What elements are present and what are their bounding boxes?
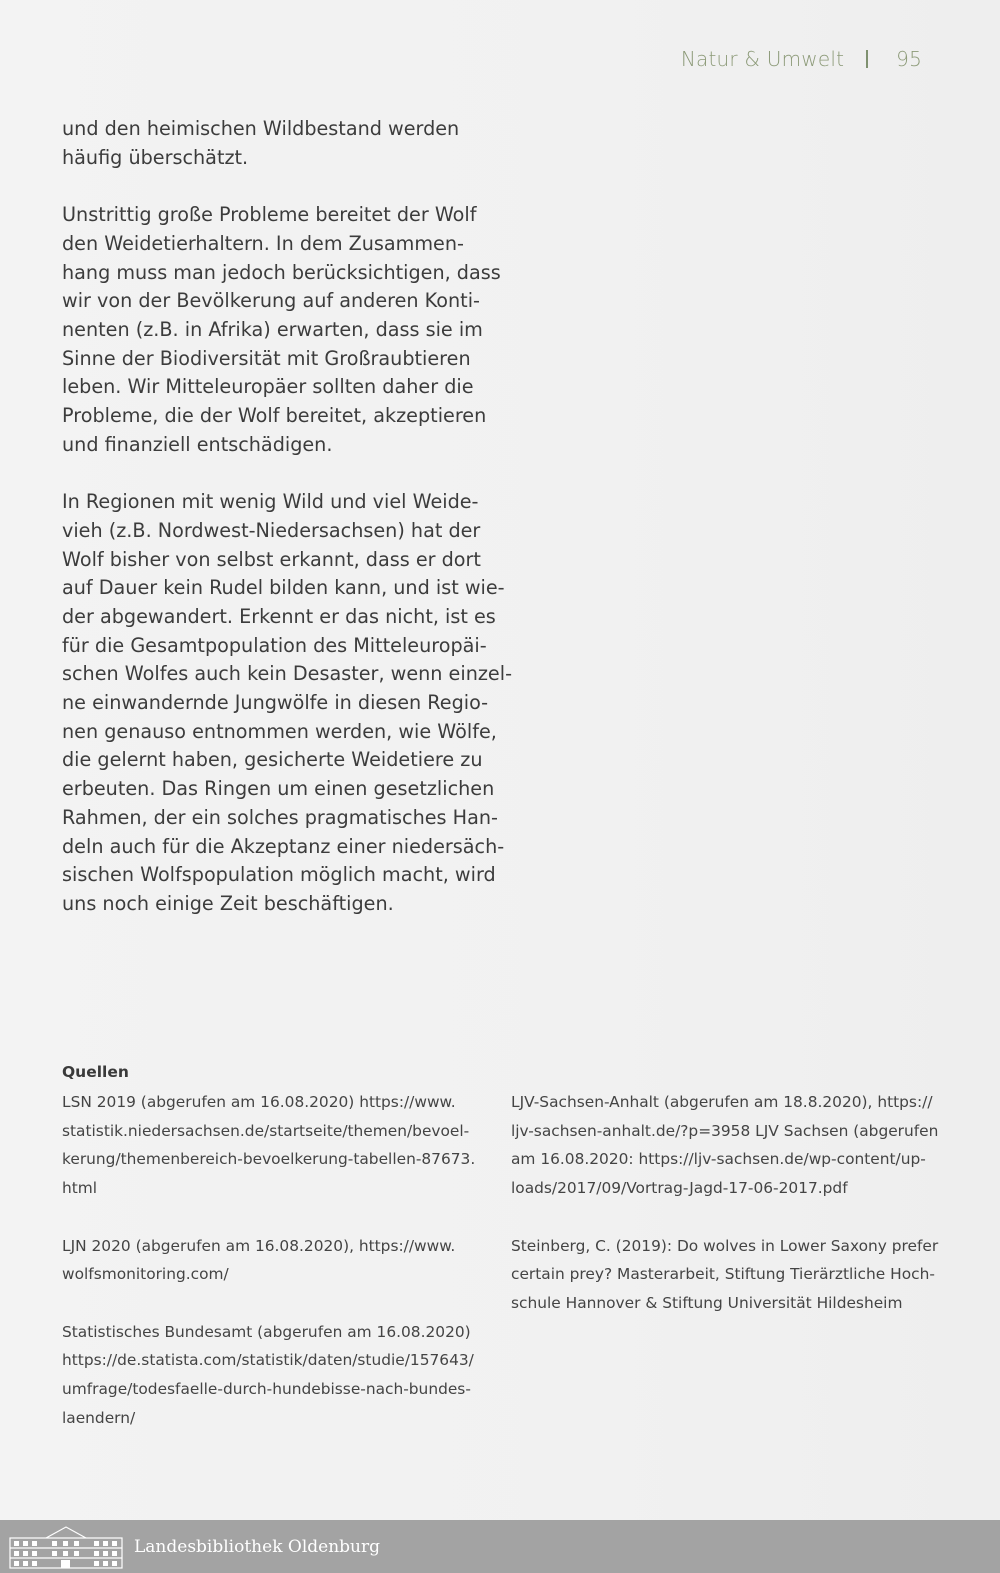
- text-line: https://de.statista.com/statistik/daten/studie/157643/: [62, 1351, 474, 1370]
- library-footer-bar: [0, 1520, 1000, 1573]
- source-entry: [62, 1232, 477, 1289]
- text-line: die gelernt haben, gesicherte Weidetiere zu: [62, 748, 483, 772]
- text-line: sischen Wolfspopulation möglich macht, wird: [62, 863, 496, 887]
- text-line: In Regionen mit wenig Wild und viel Weide-: [62, 490, 479, 514]
- source-entry: [62, 1088, 477, 1203]
- text-line: hang muss man jedoch berücksichtigen, dass: [62, 260, 501, 284]
- text-line: der abgewandert. Erkennt er das nicht, ist es: [62, 604, 496, 628]
- text-line: LJV-Sachsen-Anhalt (abgerufen am 18.8.2020), https://: [511, 1093, 933, 1111]
- body-text-column: [62, 115, 512, 947]
- text-line: am 16.08.2020: https://ljv-sachsen.de/wp-content/up-: [511, 1150, 926, 1169]
- text-line: für die Gesamtpopulation des Mitteleuropäi-: [62, 633, 487, 657]
- text-line: nenten (z.B. in Afrika) erwarten, dass sie im: [62, 317, 483, 341]
- text-line: erbeuten. Das Ringen um einen gesetzlichen: [62, 777, 495, 801]
- text-line: leben. Wir Mitteleuropäer sollten daher die: [62, 375, 474, 399]
- text-line: und den heimischen Wildbestand werden: [62, 117, 460, 140]
- text-line: umfrage/todesfaelle-durch-hundebisse-nach-bundes-: [62, 1380, 471, 1398]
- text-line: statistik.niedersachsen.de/startseite/themen/bevoel-: [62, 1121, 470, 1140]
- text-line: laendern/: [62, 1408, 136, 1427]
- text-line: Statistisches Bundesamt (abgerufen am 16.08.2020): [62, 1322, 471, 1341]
- text-line: ne einwandernde Jungwölfe in diesen Regio-: [62, 691, 489, 715]
- text-line: den Weidetierhaltern. In dem Zusammen-: [62, 231, 464, 255]
- running-head: [681, 47, 922, 71]
- text-line: Unstrittig große Probleme bereitet der Wolf: [62, 203, 477, 227]
- text-line: uns noch einige Zeit beschäftigen.: [62, 891, 394, 915]
- source-entry: [511, 1232, 939, 1318]
- text-line: schen Wolfes auch kein Desaster, wenn einzel-: [62, 662, 512, 686]
- text-line: wolfsmonitoring.com/: [62, 1265, 229, 1284]
- source-entry: [62, 1318, 477, 1433]
- text-line: LSN 2019 (abgerufen am 16.08.2020) https://www.: [62, 1093, 456, 1111]
- text-line: wir von der Bevölkerung auf anderen Konti-: [62, 289, 480, 313]
- source-entry: [511, 1088, 939, 1203]
- text-line: html: [62, 1179, 98, 1198]
- text-line: kerung/themenbereich-bevoelkerung-tabellen-87673.: [62, 1150, 476, 1169]
- text-line: ljv-sachsen-anhalt.de/?p=3958 LJV Sachsen (abgerufen: [511, 1121, 939, 1140]
- text-line: Wolf bisher von selbst erkannt, dass er dort: [62, 547, 481, 571]
- section-title: Natur & Umwelt: [680, 47, 845, 71]
- text-line: Sinne der Biodiversität mit Großraubtieren: [62, 346, 471, 370]
- text-line: Probleme, die der Wolf bereitet, akzeptieren: [62, 404, 487, 428]
- text-line: certain prey? Masterarbeit, Stiftung Tierärztliche Hoch-: [511, 1265, 935, 1284]
- body-paragraph: [62, 488, 512, 919]
- text-line: nen genauso entnommen werden, wie Wölfe,: [62, 719, 497, 743]
- sources-heading: Quellen: [62, 1063, 129, 1081]
- header-divider: [866, 50, 868, 68]
- text-line: Rahmen, der ein solches pragmatisches Han-: [62, 805, 498, 829]
- page-number: 95: [896, 47, 922, 71]
- text-line: deln auch für die Akzeptanz einer niedersäch-: [62, 834, 505, 858]
- sources-right-column: [511, 1088, 939, 1346]
- library-name: Landesbibliothek Oldenburg: [134, 1536, 381, 1557]
- library-building-icon: [6, 1524, 126, 1570]
- text-line: häufig überschätzt.: [62, 145, 249, 169]
- text-line: schule Hannover & Stiftung Universität Hildesheim: [511, 1293, 903, 1312]
- text-line: Steinberg, C. (2019): Do wolves in Lower Saxony prefer: [511, 1236, 939, 1255]
- text-line: und finanziell entschädigen.: [62, 432, 333, 456]
- text-line: auf Dauer kein Rudel bilden kann, und ist wie-: [62, 576, 505, 600]
- text-line: loads/2017/09/Vortrag-Jagd-17-06-2017.pdf: [511, 1179, 848, 1198]
- text-line: vieh (z.B. Nordwest-Niedersachsen) hat der: [62, 518, 481, 542]
- body-paragraph: [62, 115, 474, 172]
- body-paragraph: [62, 201, 501, 459]
- text-line: LJN 2020 (abgerufen am 16.08.2020), https://www.: [62, 1236, 456, 1255]
- sources-left-column: [62, 1088, 477, 1461]
